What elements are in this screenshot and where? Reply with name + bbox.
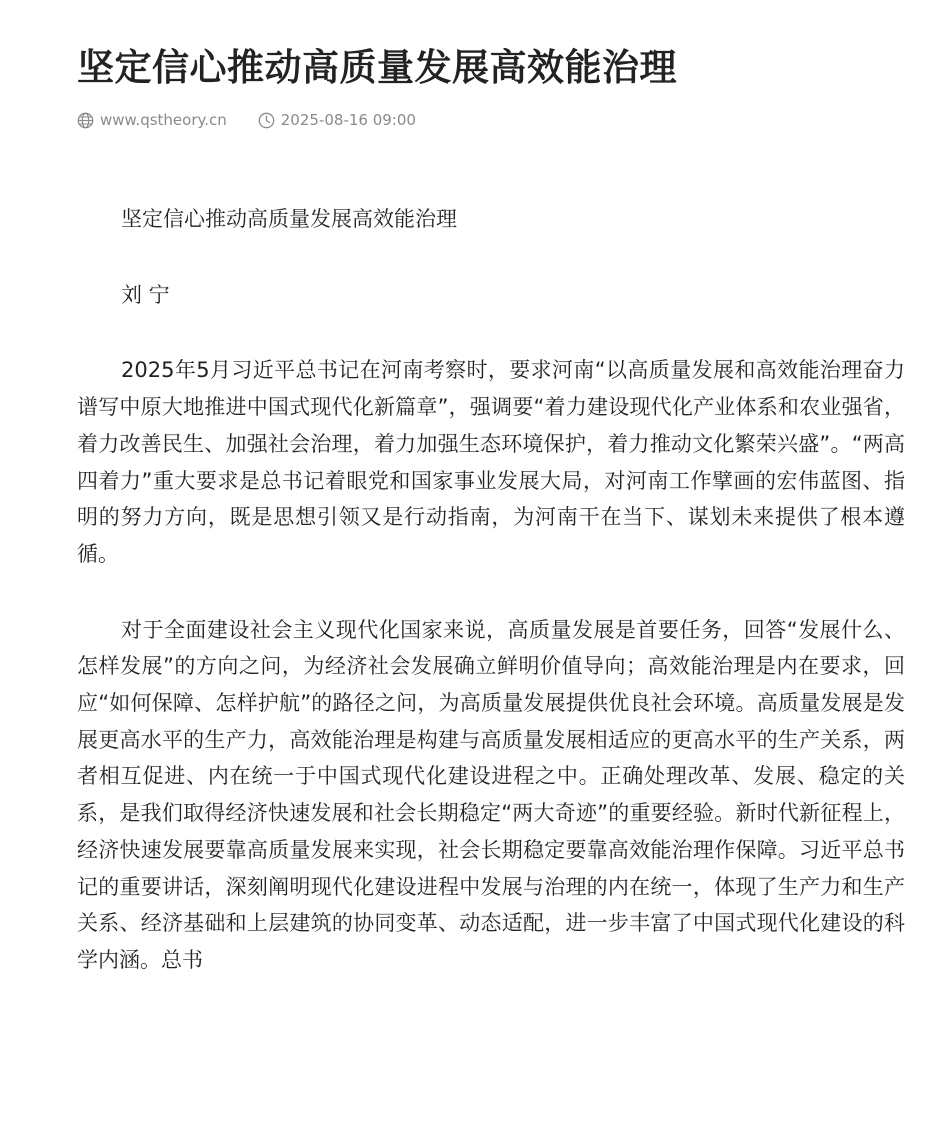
article xyxy=(77,0,905,1018)
article-body xyxy=(77,201,905,979)
source-meta[interactable] xyxy=(77,111,227,129)
article-meta xyxy=(77,108,905,132)
datetime-text: 2025-08-16 09:00 xyxy=(280,111,416,129)
subtitle-paragraph: 坚定信心推动高质量发展高效能治理 xyxy=(121,207,457,231)
time-meta xyxy=(258,111,416,129)
body-paragraph: 2025年5月习近平总书记在河南考察时，要求河南“以高质量发展和高效能治理奋力谱写中原大地推进中国式现代化新篇章”，强调要“着力建设现代化产业体系和农业强省，着力改善民生、加强社会治理，着力加强生态环境保护，着力推动文化繁荣兴盛”。“两高四着力”重大要求是总书记着眼党和国家事业发展大局，对河南工作擘画的宏伟蓝图、指明的努力方向，既是思想引领又是行动指南，为河南干在当下、谋划未来提供了根本遵循。 xyxy=(77,358,905,566)
author-paragraph: 刘 宁 xyxy=(121,282,170,307)
globe-icon xyxy=(77,112,94,129)
source-text[interactable]: www.qstheory.cn xyxy=(100,111,227,129)
article-title: 坚定信心推动高质量发展高效能治理 xyxy=(77,46,677,89)
body-paragraph: 对于全面建设社会主义现代化国家来说，高质量发展是首要任务，回答“发展什么、怎样发展”的方向之问，为经济社会发展确立鲜明价值导向；高效能治理是内在要求，回应“如何保障、怎样护航”的路径之问，为高质量发展提供优良社会环境。高质量发展是发展更高水平的生产力，高效能治理是构建与高质量发展相适应的更高水平的生产关系，两者相互促进、内在统一于中国式现代化建设进程之中。正确处理改革、发展、稳定的关系，是我们取得经济快速发展和社会长期稳定“两大奇迹”的重要经验。新时代新征程上，经济快速发展要靠高质量发展来实现，社会长期稳定要靠高效能治理作保障。习近平总书记的重要讲话，深刻阐明现代化建设进程中发展与治理的内在统一，体现了生产力和生产关系、经济基础和上层建筑的协同变革、动态适配，进一步丰富了中国式现代化建设的科学内涵。总书 xyxy=(77,617,905,972)
clock-icon xyxy=(258,112,275,129)
